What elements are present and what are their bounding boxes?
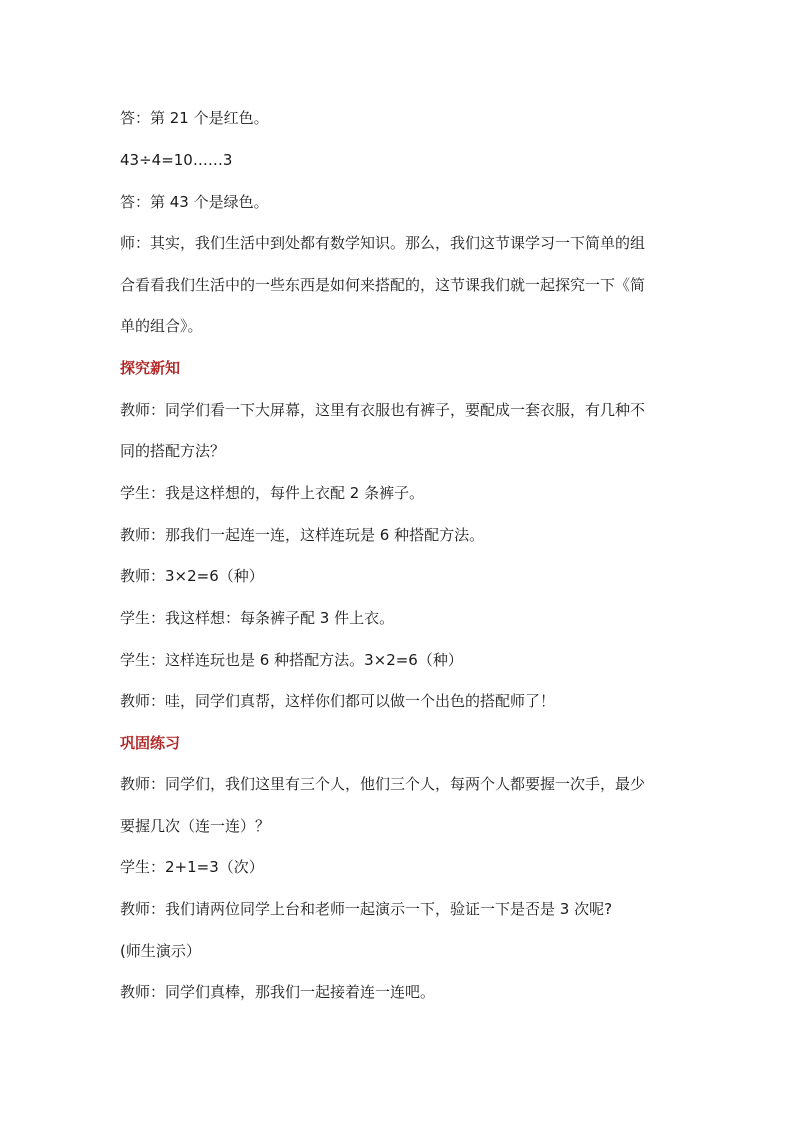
paragraph-line: 师：其实，我们生活中到处都有数学知识。那么，我们这节课学习一下简单的组 bbox=[120, 234, 646, 252]
paragraph-line: 教师：我们请两位同学上台和老师一起演示一下，验证一下是否是 3 次呢? bbox=[120, 900, 613, 918]
answer-line-21: 答：第 21 个是红色。 bbox=[120, 109, 269, 127]
paragraph-line: 要握几次（连一连）？ bbox=[120, 817, 271, 835]
section-heading-explore: 探究新知 bbox=[120, 359, 181, 377]
paragraph-line: 学生：我是这样想的，每件上衣配 2 条裤子。 bbox=[120, 484, 425, 502]
section-heading-practice: 巩固练习 bbox=[120, 734, 181, 752]
paragraph-line: 单的组合》。 bbox=[120, 317, 203, 335]
paragraph-line: 学生：我这样想：每条裤子配 3 件上衣。 bbox=[120, 609, 395, 627]
paragraph-line: 合看看我们生活中的一些东西是如何来搭配的，这节课我们就一起探究一下《简 bbox=[120, 276, 646, 294]
paragraph-line: 教师：同学们，我们这里有三个人，他们三个人，每两个人都要握一次手，最少 bbox=[120, 775, 646, 793]
paragraph-line: 教师：同学们真棒，那我们一起接着连一连吧。 bbox=[120, 983, 436, 1001]
paragraph-line: 教师：3×2=6（种） bbox=[120, 567, 264, 585]
division-line: 43÷4=10……3 bbox=[120, 151, 233, 169]
paragraph-line: 学生：2+1=3（次） bbox=[120, 858, 264, 876]
answer-line-43: 答：第 43 个是绿色。 bbox=[120, 193, 269, 211]
paragraph-line: 教师：同学们看一下大屏幕，这里有衣服也有裤子，要配成一套衣服，有几种不 bbox=[120, 401, 646, 419]
paragraph-line: (师生演示） bbox=[120, 942, 201, 960]
paragraph-line: 教师：哇，同学们真帮，这样你们都可以做一个出色的搭配师了！ bbox=[120, 692, 556, 710]
paragraph-line: 同的搭配方法？ bbox=[120, 442, 226, 460]
paragraph-line: 学生：这样连玩也是 6 种搭配方法。3×2=6（种） bbox=[120, 651, 463, 669]
paragraph-line: 教师：那我们一起连一连，这样连玩是 6 种搭配方法。 bbox=[120, 526, 485, 544]
